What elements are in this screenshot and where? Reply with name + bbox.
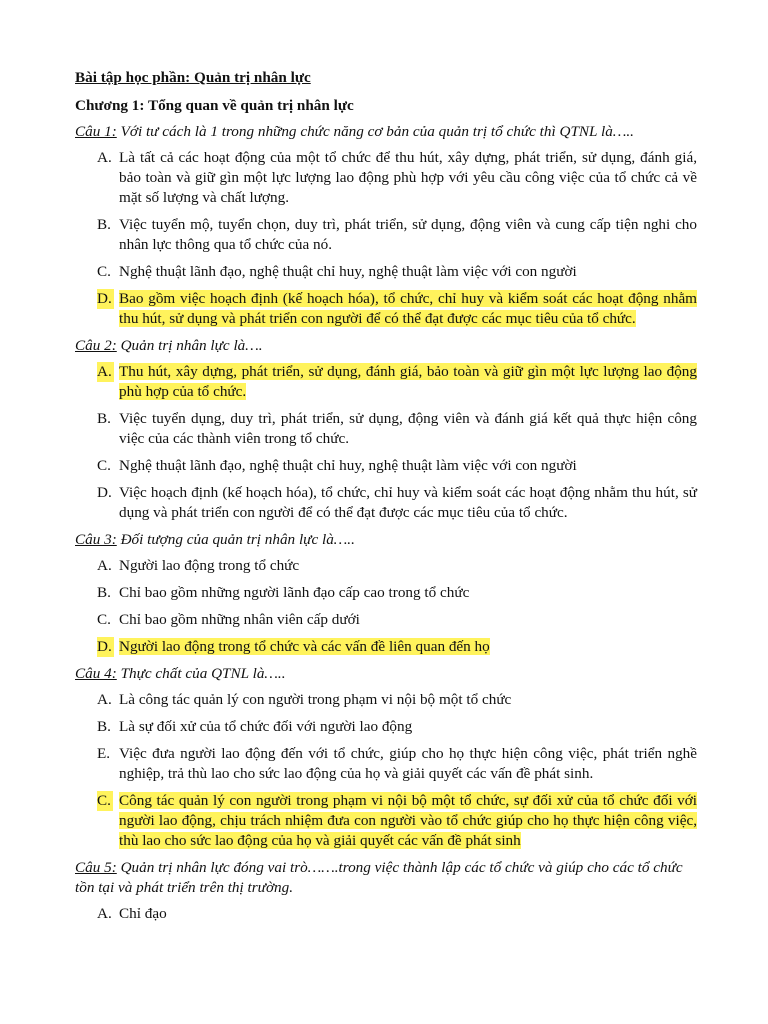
option-4e — [75, 744, 697, 784]
option-text: Là sự đối xử của tổ chức đối với người lao động — [119, 718, 413, 735]
question-1 — [75, 122, 697, 142]
question-2 — [75, 336, 697, 356]
question-text: Với tư cách là 1 trong những chức năng cơ bản của quản trị tổ chức thì QTNL là….. — [116, 123, 634, 140]
option-4a — [75, 690, 697, 710]
option-letter: A. — [97, 363, 112, 380]
option-letter: B. — [97, 584, 111, 601]
question-label: Câu 5: — [75, 859, 117, 876]
option-letter: B. — [97, 718, 111, 735]
option-text: Chỉ bao gồm những nhân viên cấp dưới — [119, 611, 360, 628]
option-letter: B. — [97, 410, 111, 427]
option-letter: B. — [97, 216, 111, 233]
option-text: Chỉ đạo — [119, 905, 167, 922]
option-letter: A. — [97, 557, 112, 574]
question-text: Quản trị nhân lực đóng vai trò…….trong việc thành lập các tổ chức và giúp cho các tổ chức tồn tại và phát triển trên thị trường. — [75, 859, 683, 896]
option-text: Người lao động trong tổ chức — [119, 557, 300, 574]
option-1b — [75, 215, 697, 255]
option-3c — [75, 610, 697, 630]
option-2c — [75, 456, 697, 476]
option-letter: D. — [97, 290, 112, 307]
option-letter: A. — [97, 905, 112, 922]
option-letter: C. — [97, 263, 111, 280]
option-4b — [75, 717, 697, 737]
question-label: Câu 1: — [75, 123, 117, 140]
option-letter: A. — [97, 149, 112, 166]
option-letter: C. — [97, 457, 111, 474]
option-text: Công tác quản lý con người trong phạm vi nội bộ một tổ chức, sự đối xử của tổ chức đối với người lao động, chịu trách nhiệm đưa con người vào tổ chức giúp cho họ thực hiện công việc, thù lao cho sức lao động của họ và giải quyết các vấn đề phát sinh — [119, 792, 697, 849]
option-letter: D. — [97, 638, 112, 655]
document-title: Bài tập học phần: Quản trị nhân lực — [75, 69, 311, 86]
question-text: Thực chất của QTNL là….. — [116, 665, 286, 682]
question-text: Đối tượng của quản trị nhân lực là….. — [116, 531, 355, 548]
option-letter: C. — [97, 792, 111, 809]
option-letter: D. — [97, 484, 112, 501]
option-text: Chỉ bao gồm những người lãnh đạo cấp cao trong tổ chức — [119, 584, 470, 601]
option-text: Là công tác quản lý con người trong phạm vi nội bộ một tổ chức — [119, 691, 512, 708]
option-1d-highlighted — [75, 289, 697, 329]
question-3 — [75, 530, 697, 550]
option-3a — [75, 556, 697, 576]
question-4 — [75, 664, 697, 684]
option-1a — [75, 148, 697, 208]
option-5a — [75, 904, 697, 924]
document-page — [75, 68, 697, 931]
question-label: Câu 4: — [75, 665, 117, 682]
option-text: Bao gồm việc hoạch định (kế hoạch hóa), tổ chức, chỉ huy và kiểm soát các hoạt động nhằm thu hút, sử dụng và phát triển con người để có thể đạt được các mục tiêu của tổ chức. — [119, 290, 697, 327]
option-text: Việc tuyển mộ, tuyển chọn, duy trì, phát triển, sử dụng, động viên và cung cấp tiện nghi cho nhân lực thông qua tổ chức của nó. — [119, 216, 697, 253]
option-text: Nghệ thuật lãnh đạo, nghệ thuật chỉ huy, nghệ thuật làm việc với con người — [119, 263, 577, 280]
option-4c-highlighted — [75, 791, 697, 851]
option-3b — [75, 583, 697, 603]
option-letter: C. — [97, 611, 111, 628]
option-2d — [75, 483, 697, 523]
option-text: Việc đưa người lao động đến với tổ chức, giúp cho họ thực hiện công việc, phát triển nghề nghiệp, trả thù lao cho sức lao động của họ và giải quyết các vấn đề phát sinh. — [119, 745, 697, 782]
option-text: Việc tuyển dụng, duy trì, phát triển, sử dụng, động viên và đánh giá kết quả thực hiện công việc của các thành viên trong tổ chức. — [119, 410, 697, 447]
option-letter: E. — [97, 745, 111, 762]
question-5 — [75, 858, 697, 898]
question-label: Câu 3: — [75, 531, 117, 548]
option-2a-highlighted — [75, 362, 697, 402]
option-3d-highlighted — [75, 637, 697, 657]
option-2b — [75, 409, 697, 449]
chapter-heading: Chương 1: Tổng quan về quản trị nhân lực — [75, 97, 354, 114]
option-text: Việc hoạch định (kế hoạch hóa), tổ chức, chỉ huy và kiểm soát các hoạt động nhằm thu hút, sử dụng và phát triển con người để có thể đạt được các mục tiêu của tổ chức. — [119, 484, 697, 521]
option-text: Thu hút, xây dựng, phát triển, sử dụng, đánh giá, bảo toàn và giữ gìn một lực lượng lao động phù hợp của tổ chức. — [119, 363, 697, 400]
option-letter: A. — [97, 691, 112, 708]
question-label: Câu 2: — [75, 337, 117, 354]
option-text: Người lao động trong tổ chức và các vấn đề liên quan đến họ — [119, 638, 490, 655]
option-1c — [75, 262, 697, 282]
option-text: Là tất cả các hoạt động của một tổ chức để thu hút, xây dựng, phát triển, sử dụng, đánh giá, bảo toàn và giữ gìn một lực lượng lao động phù hợp với yêu cầu công việc của tổ chức cả về mặt số lượng và chất lượng. — [119, 149, 697, 206]
question-text: Quản trị nhân lực là…. — [116, 337, 263, 354]
option-text: Nghệ thuật lãnh đạo, nghệ thuật chỉ huy, nghệ thuật làm việc với con người — [119, 457, 577, 474]
